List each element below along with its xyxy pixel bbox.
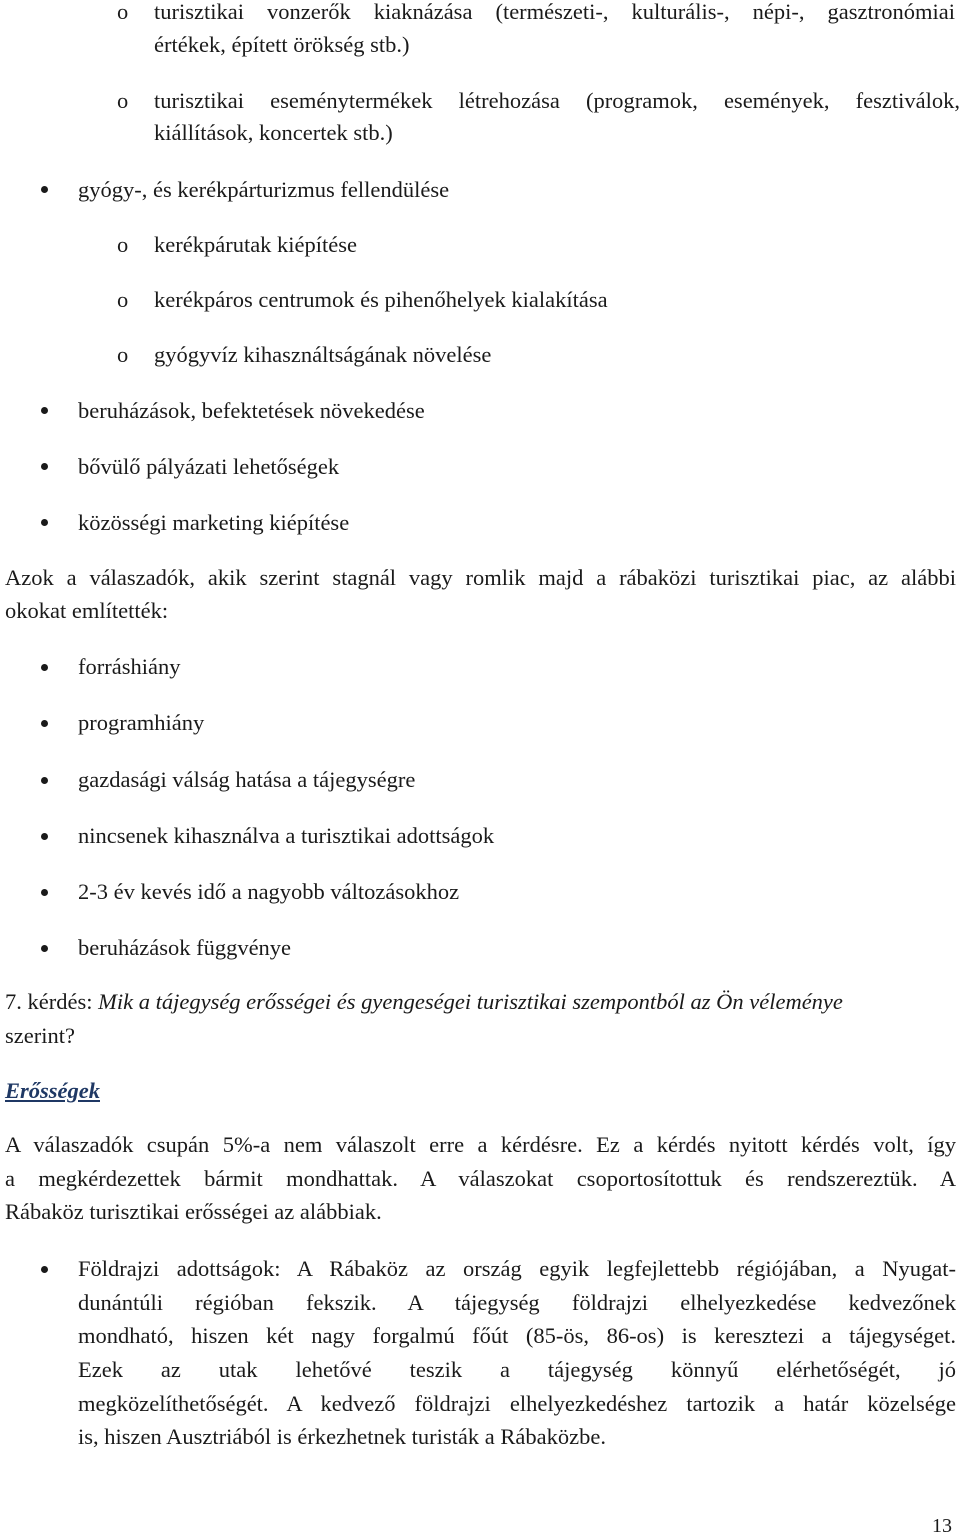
list-item: gyógyvíz kihasználtságának növelése xyxy=(154,342,492,367)
sub-bullet-marker: o xyxy=(117,88,129,113)
list-item: nincsenek kihasználva a turisztikai adottságok xyxy=(78,823,495,848)
bullet-disc xyxy=(41,945,48,952)
list-item: bővülő pályázati lehetőségek xyxy=(78,454,340,479)
list-item: forráshiány xyxy=(78,654,181,679)
list-item: gazdasági válság hatása a tájegységre xyxy=(78,767,416,792)
list-item-line: is, hiszen Ausztriából is érkezhetnek turisták a Rábaközbe. xyxy=(78,1424,606,1449)
sub-bullet-marker: o xyxy=(117,232,129,257)
sub-bullet-marker: o xyxy=(117,342,129,367)
bullet-disc xyxy=(41,889,48,896)
bullet-disc xyxy=(41,407,48,414)
page-number: 13 xyxy=(932,1515,952,1537)
bullet-disc xyxy=(41,1266,48,1273)
bullet-disc xyxy=(41,463,48,470)
list-item-line: mondható, hiszen két nagy forgalmú főút (85-ös, 86-os) is keresztezi a tájegységet. xyxy=(78,1323,956,1348)
list-item-line: turisztikai vonzerők kiaknázása (természeti-, kulturális-, népi-, gasztronómiai xyxy=(154,0,955,24)
paragraph-line: okokat említették: xyxy=(5,598,169,623)
list-item: 2-3 év kevés idő a nagyobb változásokhoz xyxy=(78,879,460,904)
bullet-disc xyxy=(41,720,48,727)
list-item: kerékpáros centrumok és pihenőhelyek kialakítása xyxy=(154,287,608,312)
list-item: közösségi marketing kiépítése xyxy=(78,510,350,535)
paragraph-line: a megkérdezettek bármit mondhattak. A válaszokat csoportosítottuk és rendszereztük. A xyxy=(5,1166,956,1191)
list-item-line: dunántúli régióban fekszik. A tájegység földrajzi elhelyezkedése kedvezőnek xyxy=(78,1290,956,1315)
sub-bullet-marker: o xyxy=(117,287,129,312)
list-item: beruházások függvénye xyxy=(78,935,292,960)
question-line-2: szerint? xyxy=(5,1023,75,1048)
list-item-line: megközelíthetőségét. A kedvező földrajzi elhelyezkedéshez tartozik a határ közelsége xyxy=(78,1391,956,1416)
section-heading: Erősségek xyxy=(5,1078,100,1103)
list-item-line: értékek, épített örökség stb.) xyxy=(154,32,410,57)
question-line xyxy=(5,987,843,1017)
sub-bullet-marker: o xyxy=(117,0,129,24)
list-item-line: Földrajzi adottságok: A Rábaköz az ország egyik legfejlettebb régiójában, a Nyugat- xyxy=(78,1256,956,1281)
bullet-disc xyxy=(41,186,48,193)
bullet-disc xyxy=(41,664,48,671)
list-item: gyógy-, és kerékpárturizmus fellendülése xyxy=(78,177,450,202)
list-item: kerékpárutak kiépítése xyxy=(154,232,358,257)
question-number: 7. kérdés: xyxy=(5,989,93,1014)
bullet-disc xyxy=(41,519,48,526)
paragraph-line: Azok a válaszadók, akik szerint stagnál vagy romlik majd a rábaközi turisztikai piac, az alábbi xyxy=(5,565,956,590)
list-item: programhiány xyxy=(78,710,205,735)
paragraph-line: A válaszadók csupán 5%-a nem válaszolt erre a kérdésre. Ez a kérdés nyitott kérdés volt, így xyxy=(5,1132,956,1157)
question-text: Mik a tájegység erősségei és gyengeségei turisztikai szempontból az Ön véleménye xyxy=(92,989,843,1014)
bullet-disc xyxy=(41,833,48,840)
paragraph-line: Rábaköz turisztikai erősségei az alábbiak. xyxy=(5,1199,382,1224)
bullet-disc xyxy=(41,777,48,784)
list-item-line: Ezek az utak lehetővé teszik a tájegység könnyű elérhetőségét, jó xyxy=(78,1357,956,1382)
list-item-line: turisztikai eseménytermékek létrehozása (programok, események, fesztiválok, xyxy=(154,88,960,113)
list-item: beruházások, befektetések növekedése xyxy=(78,398,425,423)
list-item-line: kiállítások, koncertek stb.) xyxy=(154,120,393,145)
